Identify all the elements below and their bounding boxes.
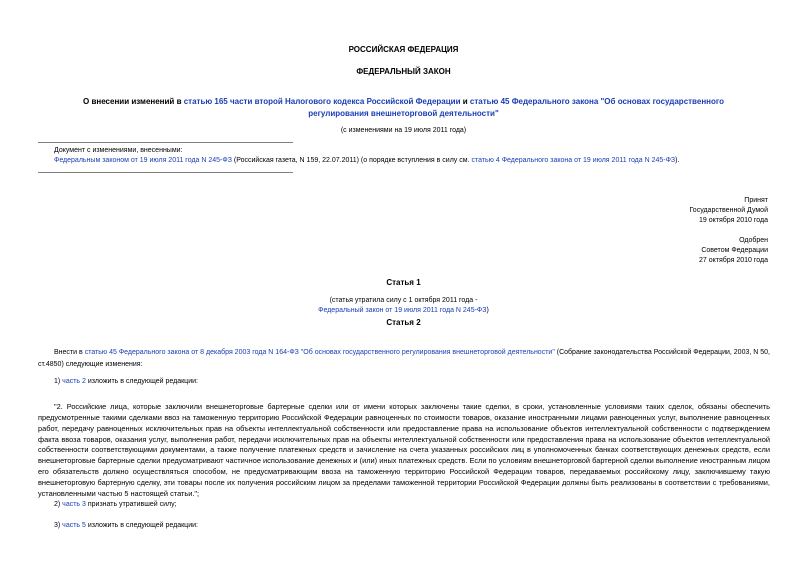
country-heading: РОССИЙСКАЯ ФЕДЕРАЦИЯ [348,45,459,54]
item-1-pre: 1) [54,378,63,385]
article-1-note-link[interactable]: Федеральный закон от 19 июля 2011 года N 245-ФЗ [318,307,487,314]
bottom-divider [38,172,293,173]
article-2-quote: "2. Российские лица, которые заключили внешнеторговые бартерные сделки или от имени которых заключены такие сделки, в сроки, установленные условиями таких сделок, обязаны обеспечить предусмотренные такими сделками ввоз на таможенную территорию Российской Федерации равноценных по стоимости товаров, оказание иностранными лицами равноценных услуг, выполнение равноценных работ, передачу равноценных исключительных прав на объекты интеллектуальной собственности или предоставление права на использование объектов интеллектуальной собственности с подтверждением факта ввоза товаров, оказания услуг, выполнения работ, передачи исключительных прав на объекты интеллектуальной собственности или предоставления права на использование объектов интеллектуальной собственности соответствующими документами, а также получение платежных средств и зачисление на счета указанных российских лиц в уполномоченных банках соответствующих денежных средств, если внешнеторговые бартерные сделки предусматривают частичное использование денежных и (или) иных платежных средств. Если по условиям внешнеторговой бартерной сделки выполнение иностранным лицом его обязательств должно осуществляться способом, не предусматривающим ввоза на таможенную территорию Российской Федерации товаров, передаваемых российскому лицу, заключившему такую внешнеторговую бартерную сделку, эти товары после их получения российским лицом за пределами таможенной территории Российской Федерации должны быть реализованы в соответствии с требованиями, установленными частью 5 настоящей статьи."; [38,402,770,498]
adoption-duma-line-1: Принят [744,197,768,204]
article-1-note-line-2 [0,306,807,316]
changes-text-2: ). [675,157,680,164]
title-text-1: О внесении изменений в [83,97,184,106]
item-2 [54,500,754,510]
adoption-duma [560,196,768,226]
law-type-heading: ФЕДЕРАЛЬНЫЙ ЗАКОН [356,67,451,76]
title-link-law-45[interactable]: статью 45 Федерального закона "Об основах государственного [469,97,724,106]
changes-label: Документ с изменениями, внесенными: [54,147,183,154]
changes-line [54,156,794,166]
item-3-post: изложить в следующей редакции: [85,522,198,529]
intro-text-pre: Внести в [54,349,85,356]
item-3-pre: 3) [54,522,63,529]
changes-link-article-4[interactable]: статью 4 Федерального закона от 19 июля 2011 года N 245-ФЗ [471,157,676,164]
item-2-post: признать утратившей силу; [85,501,177,508]
changes-link-245fz[interactable]: Федеральным законом от 19 июля 2011 года N 245-ФЗ [54,157,232,164]
item-2-link[interactable]: часть 3 [62,501,86,508]
item-1 [54,377,754,387]
article-1-heading: Статья 1 [386,278,421,287]
article-2-intro [38,347,770,371]
changes-text-1: (Российская газета, N 159, 22.07.2011) (о порядке вступления в силу см. [231,157,472,164]
edition-note: (с изменениями на 19 июля 2011 года) [340,127,467,134]
adoption-council-line-1: Одобрен [739,237,768,244]
item-1-link[interactable]: часть 2 [62,378,86,385]
item-3 [54,521,754,531]
intro-text-post: (Собрание законодательства Российской Федерации, 2003, N 50, ст.4850) следующие изменения: [38,349,771,368]
top-divider [38,142,293,143]
article-1-note-end: ) [486,307,489,314]
title-text-2: и [460,97,470,106]
item-1-post: изложить в следующей редакции: [85,378,198,385]
article-1-note: (статья утратила силу с 1 октября 2011 года - [329,297,478,304]
title-link-tax-code[interactable]: статью 165 части второй Налогового кодекса Российской Федерации [183,97,461,106]
title-link-law-45-cont[interactable]: регулирования внешнеторговой деятельности" [308,109,499,118]
adoption-council-line-2: Советом Федерации [701,247,768,254]
adoption-council-line-3: 27 октября 2010 года [699,257,768,264]
adoption-duma-line-2: Государственной Думой [689,207,768,214]
adoption-duma-line-3: 19 октября 2010 года [699,217,768,224]
item-2-pre: 2) [54,501,63,508]
adoption-council [560,236,768,266]
law-title [20,96,787,120]
intro-link-law-164fz[interactable]: статью 45 Федерального закона от 8 декабря 2003 года N 164-ФЗ "Об основах государственного регулирования внешнеторговой деятельности" [84,349,555,356]
article-2-heading: Статья 2 [386,318,421,327]
item-3-link[interactable]: часть 5 [62,522,86,529]
